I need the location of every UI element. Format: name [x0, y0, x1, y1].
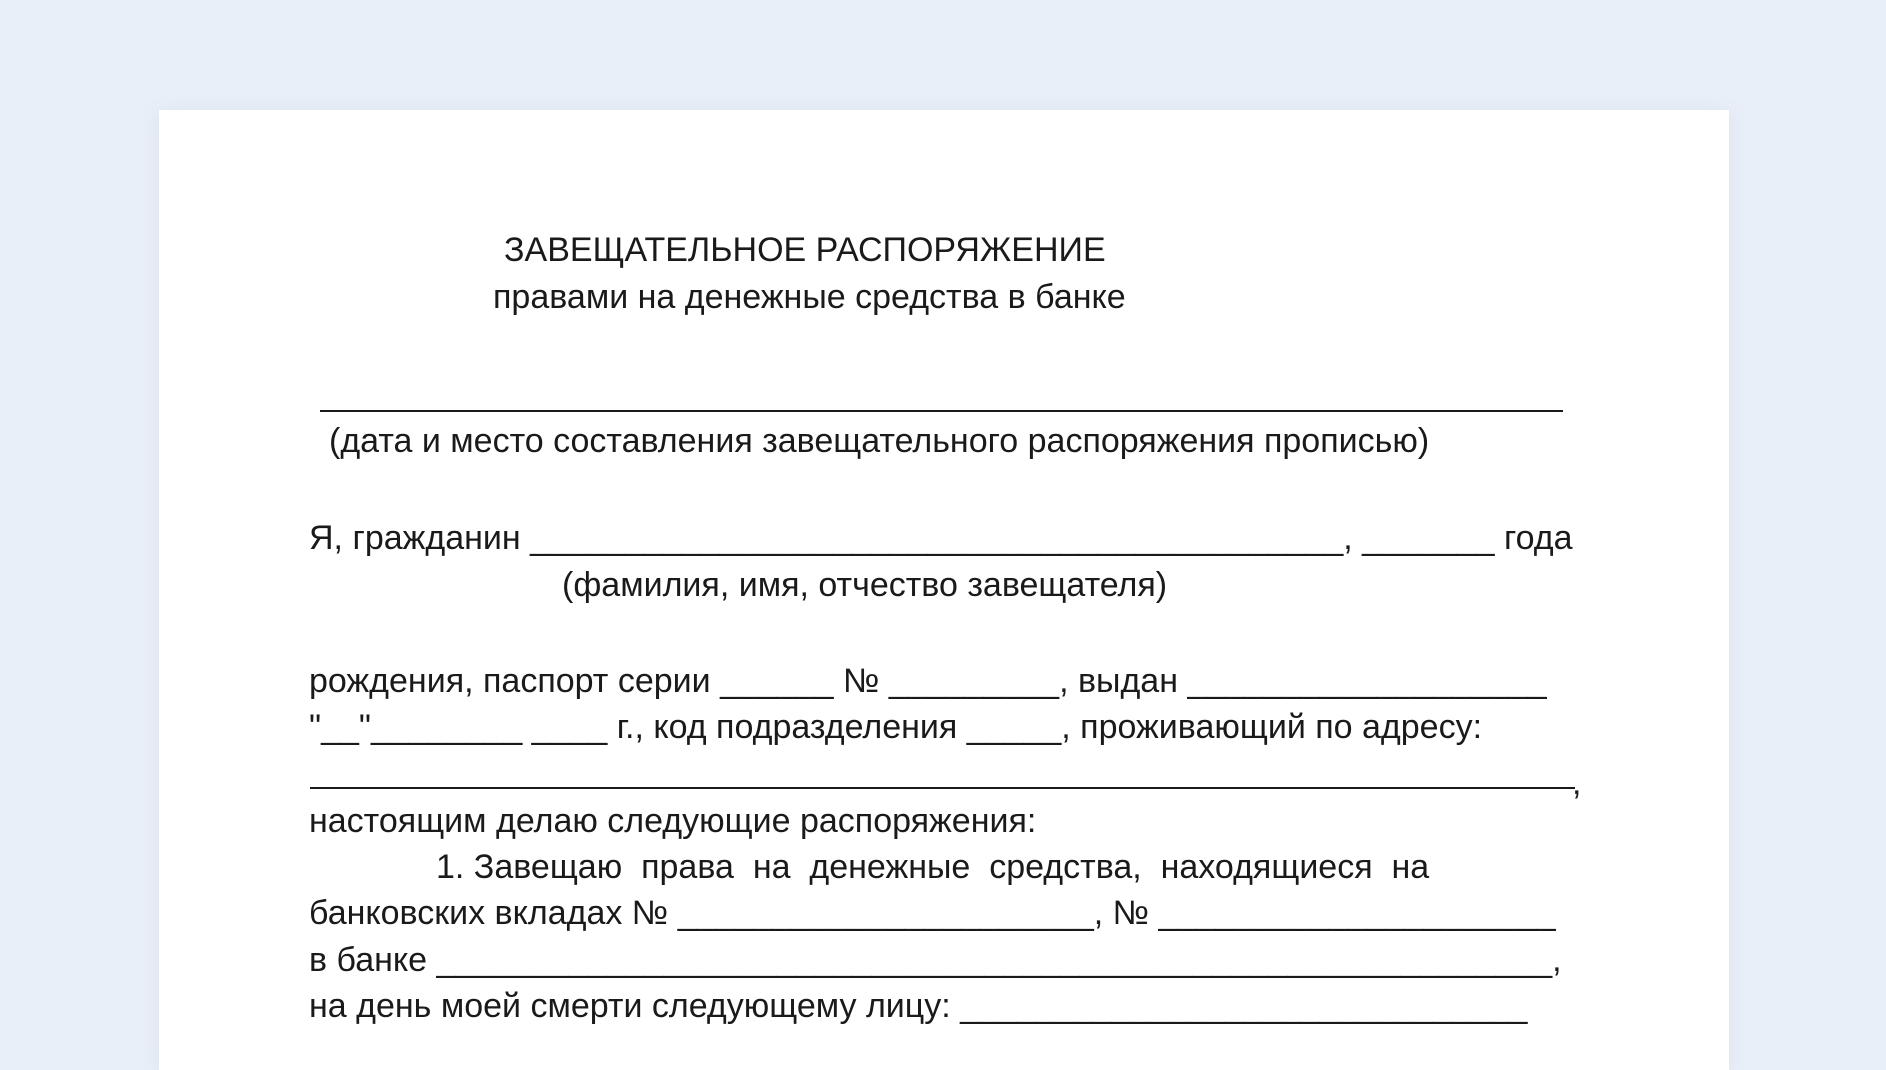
document-title: ЗАВЕЩАТЕЛЬНОЕ РАСПОРЯЖЕНИЕ	[504, 231, 1106, 269]
heir-line: на день моей смерти следующему лицу: ______________________________	[309, 987, 1528, 1025]
date-place-blank-line	[320, 410, 1563, 412]
address-trailing-comma: ,	[1572, 764, 1582, 802]
item-1-line: 1. Завещаю права на денежные средства, находящиеся на	[436, 848, 1430, 886]
declare-line: настоящим делаю следующие распоряжения:	[309, 802, 1037, 840]
bank-line: в банке ___________________________________________________________,	[309, 941, 1562, 979]
fio-hint: (фамилия, имя, отчество завещателя)	[562, 566, 1168, 604]
date-place-hint: (дата и место составления завещательного распоряжения прописью)	[329, 422, 1430, 460]
address-blank-line	[310, 787, 1575, 789]
issued-address-line: "__"________ ____ г., код подразделения _____, проживающий по адресу:	[309, 708, 1483, 746]
citizen-line: Я, гражданин ___________________________________________, _______ года	[309, 519, 1573, 557]
passport-line: рождения, паспорт серии ______ № _________, выдан ___________________	[309, 662, 1547, 700]
document-subtitle: правами на денежные средства в банке	[493, 278, 1126, 316]
deposits-line: банковских вкладах № ______________________, № _____________________	[309, 894, 1556, 932]
